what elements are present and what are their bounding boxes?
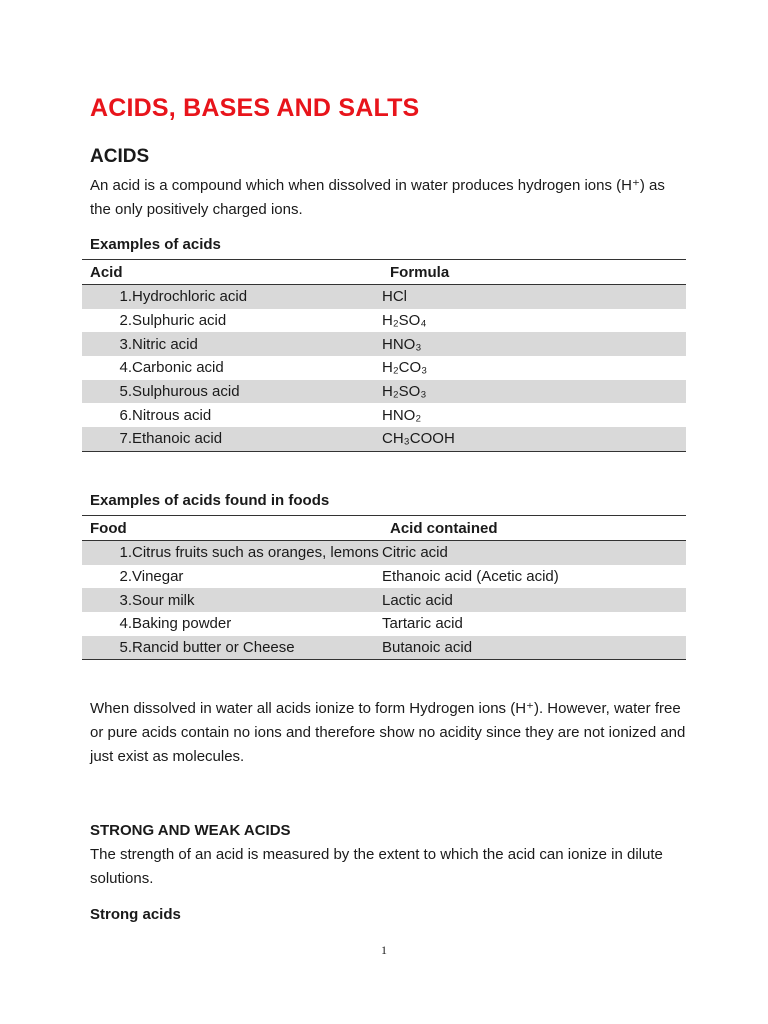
foods-table bbox=[82, 515, 686, 660]
row-value: Butanoic acid bbox=[382, 636, 686, 660]
row-number: 4. bbox=[119, 359, 132, 377]
row-number: 3. bbox=[82, 332, 132, 356]
table-header-acid: Acid bbox=[82, 260, 382, 285]
row-number: 1. bbox=[82, 541, 132, 565]
row-number: 5. bbox=[82, 380, 132, 404]
row-number: 5. bbox=[82, 636, 132, 660]
table-row bbox=[82, 380, 686, 404]
row-name: Nitrous acid bbox=[132, 406, 212, 424]
page-number: 1 bbox=[381, 943, 387, 957]
table-row bbox=[82, 403, 686, 427]
row-name: Hydrochloric acid bbox=[132, 285, 382, 309]
table-header-formula: Formula bbox=[382, 260, 686, 285]
table-row bbox=[82, 588, 686, 612]
row-name: Baking powder bbox=[132, 615, 232, 633]
table-row bbox=[82, 356, 686, 380]
row-number: 4. bbox=[119, 615, 132, 633]
row-value: Tartaric acid bbox=[382, 615, 463, 633]
row-value: H₂SO₄ bbox=[382, 312, 427, 330]
row-value: Lactic acid bbox=[382, 588, 686, 612]
acid-definition-paragraph: An acid is a compound which when dissolved in water produces hydrogen ions (H⁺) as the only positively charged ions. bbox=[90, 177, 665, 218]
table-row bbox=[82, 541, 686, 565]
row-name: Rancid butter or Cheese bbox=[132, 636, 382, 660]
table-header-row bbox=[82, 260, 686, 285]
table-header-acid-contained: Acid contained bbox=[382, 516, 686, 541]
row-number: 7. bbox=[82, 427, 132, 451]
row-number: 1. bbox=[82, 285, 132, 309]
row-name: Vinegar bbox=[132, 568, 184, 586]
acids-table bbox=[82, 259, 686, 452]
table-row bbox=[82, 285, 686, 309]
table-header-row bbox=[82, 516, 686, 541]
row-name: Carbonic acid bbox=[132, 359, 224, 377]
table-row bbox=[82, 565, 686, 589]
row-value: Citric acid bbox=[382, 541, 686, 565]
table-row bbox=[82, 636, 686, 660]
section-heading-acids: ACIDS bbox=[90, 146, 150, 167]
table-header-food: Food bbox=[82, 516, 382, 541]
strong-weak-acids-heading: STRONG AND WEAK ACIDS bbox=[90, 822, 291, 839]
table-row bbox=[82, 332, 686, 356]
row-value: Ethanoic acid (Acetic acid) bbox=[382, 568, 559, 586]
row-value: H₂CO₃ bbox=[382, 359, 428, 377]
row-value: HCl bbox=[382, 285, 686, 309]
row-value: HNO₂ bbox=[382, 406, 422, 424]
table-row bbox=[82, 309, 686, 333]
document-title: ACIDS, BASES AND SALTS bbox=[90, 94, 420, 122]
strong-acids-heading: Strong acids bbox=[90, 906, 181, 923]
row-number: 6. bbox=[119, 406, 132, 424]
acid-strength-paragraph: The strength of an acid is measured by the extent to which the acid can ionize in dilute solutions. bbox=[90, 846, 663, 887]
row-name: Ethanoic acid bbox=[132, 427, 382, 451]
row-name: Sulphuric acid bbox=[132, 312, 227, 330]
row-name: Nitric acid bbox=[132, 332, 382, 356]
row-number: 2. bbox=[119, 568, 132, 586]
table1-caption: Examples of acids bbox=[90, 236, 221, 253]
row-value: H₂SO₃ bbox=[382, 380, 686, 404]
table-row bbox=[82, 427, 686, 451]
table2-caption: Examples of acids found in foods bbox=[90, 492, 330, 509]
row-name: Citrus fruits such as oranges, lemons bbox=[132, 541, 382, 565]
row-value: CH₃COOH bbox=[382, 427, 686, 451]
table-row bbox=[82, 612, 686, 636]
row-number: 3. bbox=[82, 588, 132, 612]
ionize-paragraph: When dissolved in water all acids ionize to form Hydrogen ions (H⁺). However, water free or pure acids contain no ions and therefore show no acidity since they are not ionized and just exist as molecules. bbox=[90, 700, 686, 765]
row-name: Sour milk bbox=[132, 588, 382, 612]
row-value: HNO₃ bbox=[382, 332, 686, 356]
row-name: Sulphurous acid bbox=[132, 380, 382, 404]
row-number: 2. bbox=[119, 312, 132, 330]
